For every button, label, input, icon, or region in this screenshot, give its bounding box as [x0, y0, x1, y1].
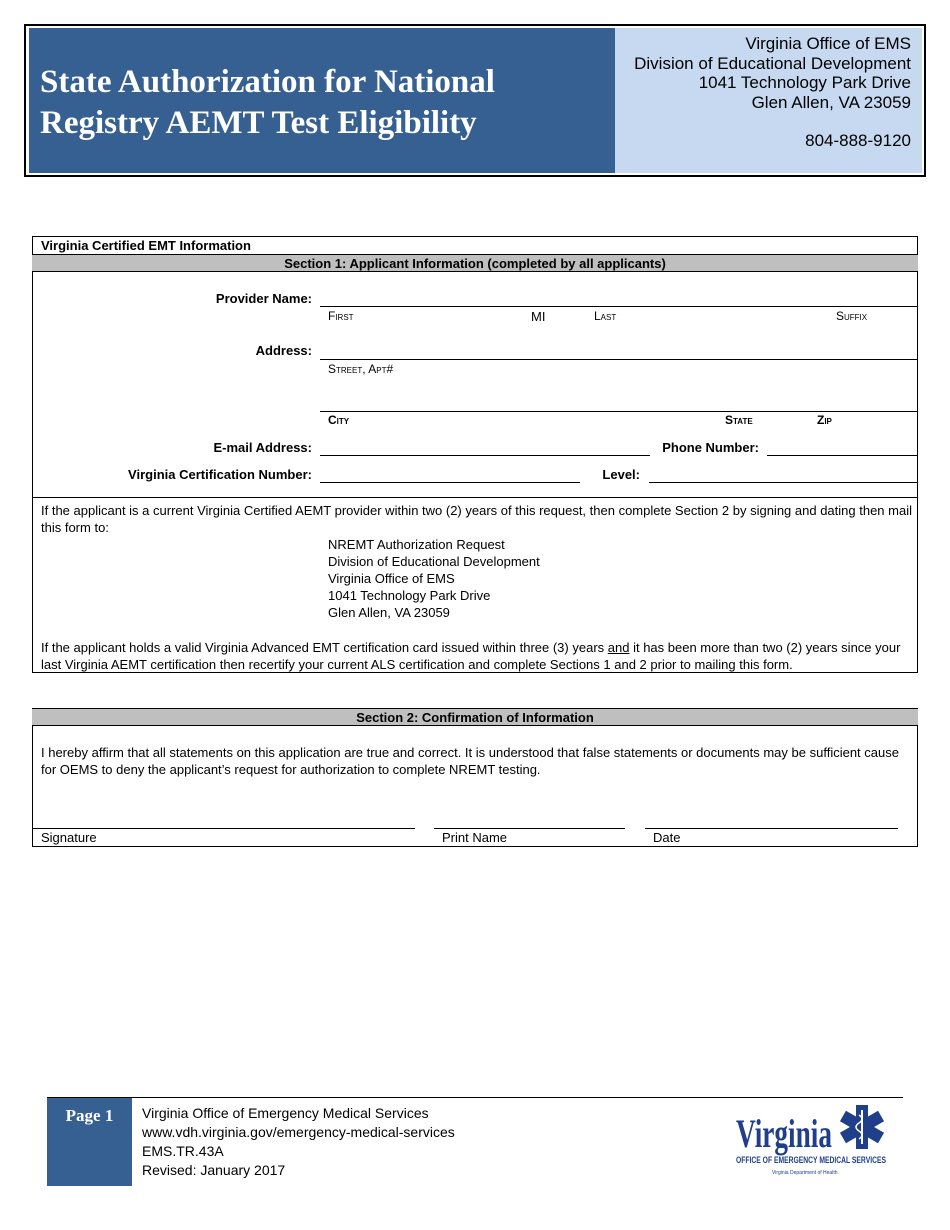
form-title-line-2: Registry AEMT Test Eligibility: [40, 105, 477, 141]
street-field[interactable]: [320, 359, 918, 360]
cert-number-label: Virginia Certification Number:: [128, 467, 312, 482]
mi-caption: MI: [531, 309, 546, 324]
email-label: E-mail Address:: [213, 440, 312, 455]
address-label: Address:: [255, 343, 312, 358]
section2-title: Section 2: Confirmation of Information: [356, 710, 594, 725]
section1-divider: [32, 497, 918, 498]
instruction-recertify-post: it has been more than two (2) years since your last Virginia AEMT certification then recertify your current ALS certification and complete Sections 1 and 2 prior to mailing this form.: [41, 640, 901, 672]
last-name-caption: Last: [594, 309, 617, 323]
state-caption: State: [725, 413, 753, 427]
cert-number-field[interactable]: [320, 482, 580, 483]
signature-field[interactable]: [33, 828, 415, 829]
instruction-recertify-pre: If the applicant holds a valid Virginia Advanced EMT certification card issued within three (3) years: [41, 640, 608, 655]
logo-subtext: OFFICE OF EMERGENCY MEDICAL SERVICES: [736, 1155, 886, 1165]
city-caption: City: [328, 413, 350, 427]
virginia-oems-logo: [734, 1103, 894, 1177]
print-name-label: Print Name: [442, 830, 508, 845]
first-name-caption: First: [328, 309, 354, 323]
date-field[interactable]: [645, 828, 898, 829]
level-field[interactable]: [649, 482, 918, 483]
footer-org: Virginia Office of Emergency Medical Services: [142, 1105, 429, 1121]
email-field[interactable]: [320, 455, 650, 456]
instruction-mail: If the applicant is a current Virginia Certified AEMT provider within two (2) years of this request, then complete Section 2 by signing and dating then mail this form to:: [41, 503, 912, 535]
print-name-field[interactable]: [434, 828, 625, 829]
phone-label: Phone Number:: [662, 440, 759, 455]
provider-name-field[interactable]: [320, 306, 918, 307]
mail-to-line: NREMT Authorization Request: [328, 537, 505, 552]
contact-phone: 804-888-9120: [805, 131, 911, 150]
page-number: Page 1: [65, 1106, 114, 1125]
mail-to-line: 1041 Technology Park Drive: [328, 588, 491, 603]
contact-city-state-zip: Glen Allen, VA 23059: [751, 93, 911, 112]
date-label: Date: [653, 830, 681, 845]
logo-dept: Virginia Department of Health: [772, 1170, 838, 1176]
level-label: Level:: [602, 467, 640, 482]
form-title: [40, 62, 600, 144]
street-caption: Street, Apt#: [328, 362, 394, 376]
mail-to-line: Glen Allen, VA 23059: [328, 605, 450, 620]
affirmation-text: I hereby affirm that all statements on this application are true and correct. It is understood that false statements or documents may be sufficient cause for OEMS to deny the applicant’s request for authorization to complete NREMT testing.: [41, 745, 899, 777]
contact-org: Virginia Office of EMS: [745, 34, 911, 53]
form-title-line-1: State Authorization for National: [40, 64, 495, 100]
virginia-oems-logo-graphic: [734, 1103, 894, 1177]
footer-rule: [47, 1097, 903, 1098]
contact-street: 1041 Technology Park Drive: [698, 73, 911, 92]
footer-revised: Revised: January 2017: [142, 1162, 286, 1178]
provider-name-label: Provider Name:: [215, 291, 312, 306]
contact-division: Division of Educational Development: [634, 54, 911, 73]
section1-box-title: Virginia Certified EMT Information: [41, 238, 251, 253]
signature-label: Signature: [41, 830, 97, 845]
star-of-life-icon: [840, 1105, 884, 1149]
section1-title: Section 1: Applicant Information (completed by all applicants): [284, 256, 666, 271]
phone-field[interactable]: [767, 455, 918, 456]
suffix-caption: Suffix: [836, 309, 868, 323]
instruction-recertify-and: and: [607, 640, 630, 655]
footer-url[interactable]: www.vdh.virginia.gov/emergency-medical-services: [142, 1124, 455, 1140]
mail-to-line: Division of Educational Development: [328, 554, 540, 569]
logo-wordmark: Virginia: [736, 1111, 832, 1156]
instruction-recertify: [41, 639, 913, 673]
zip-caption: Zip: [817, 413, 832, 427]
city-state-zip-field[interactable]: [320, 411, 918, 412]
mailing-address-block: [328, 536, 628, 621]
footer-form-id: EMS.TR.43A: [142, 1143, 224, 1159]
mail-to-line: Virginia Office of EMS: [328, 571, 455, 586]
